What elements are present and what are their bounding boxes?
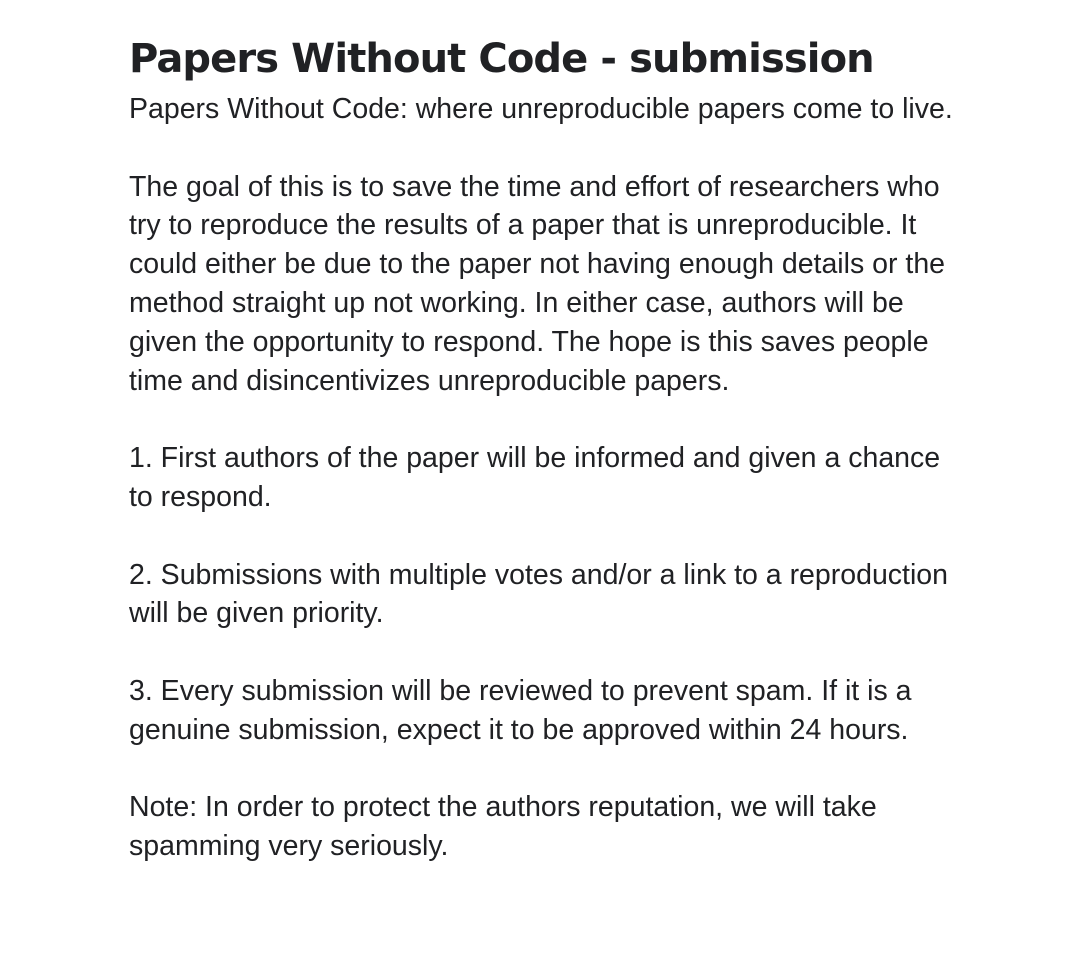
description-goal: The goal of this is to save the time and effort of researchers who try to reproduce the results of a paper that is unreproducible. It could either be due to the paper not having enough details or the method straight up not working. In either case, authors will be given the opportunity to respond. The hope is this saves people time and disincentivizes unreproducible papers. [129, 170, 946, 397]
description-rule-2: 2. Submissions with multiple votes and/or a link to a reproduction will be given priority. [129, 558, 948, 630]
description-rule-3: 3. Every submission will be reviewed to prevent spam. If it is a genuine submission, expect it to be approved within 24 hours. [129, 674, 912, 746]
description-rule-1: 1. First authors of the paper will be informed and given a chance to respond. [129, 442, 941, 513]
form-title: Papers Without Code - submission [129, 36, 874, 82]
description-note: Note: In order to protect the authors reputation, we will take spamming very seriously. [129, 791, 877, 863]
description-tagline: Papers Without Code: where unreproducible papers come to live. [129, 93, 953, 125]
form-header [129, 30, 959, 866]
form-description [129, 90, 959, 866]
